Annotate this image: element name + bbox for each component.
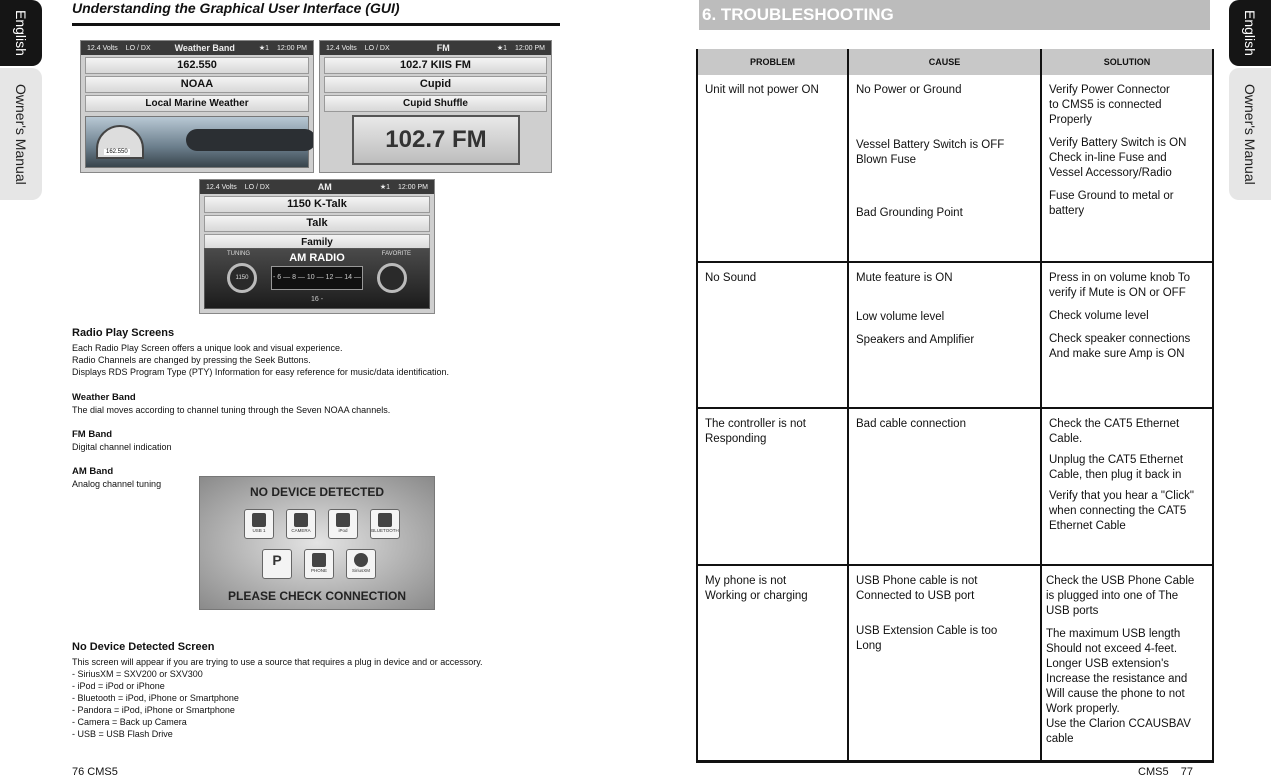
radio-line: Radio Channels are changed by pressing the Seek Buttons. [72, 355, 311, 365]
am-text: Analog channel tuning [72, 479, 162, 489]
frequency-row: 162.550 [85, 57, 309, 74]
am-heading: AM Band [72, 466, 114, 477]
weather-dial [96, 125, 144, 159]
language-tab-right [1229, 0, 1271, 66]
no-device-screen [199, 476, 435, 610]
fm-text: Digital channel indication [72, 442, 172, 452]
camera-icon: CAMERA [286, 509, 316, 539]
cause-text: Bad Grounding Point [856, 207, 963, 219]
manual-tab-right [1229, 68, 1271, 200]
song-row: Cupid Shuffle [324, 95, 547, 112]
solution-cell [1041, 262, 1213, 408]
manual-tab-left [0, 68, 42, 200]
band-label: AM [317, 182, 332, 192]
dial-frequency: 162.550 [106, 149, 128, 155]
cause-cell [848, 262, 1041, 408]
fm-heading: FM Band [72, 429, 113, 440]
cause-text: Mute feature is ON [856, 272, 953, 284]
title-rule [72, 23, 560, 26]
weather-text: The dial moves according to channel tuning through the Seven NOAA channels. [72, 405, 391, 415]
siriusxm-icon: SiriusXM [346, 549, 376, 579]
description-row: Local Marine Weather [85, 95, 309, 112]
language-tab-label: English [13, 10, 29, 56]
fm-digital-display: 102.7 FM [352, 115, 520, 165]
no-device-line: - SiriusXM = SXV200 or SXV300 [72, 669, 203, 679]
no-device-line: - Camera = Back up Camera [72, 717, 187, 727]
language-tab-left [0, 0, 42, 66]
solution-text: Verify that you hear a "Click" when connecting the CAT5 Ethernet Cable [1049, 490, 1194, 532]
problem-cell [697, 565, 848, 761]
usb-icon: USB 1 [244, 509, 274, 539]
cause-text: USB Extension Cable is too Long [856, 625, 998, 652]
tuning-label: TUNING [227, 251, 250, 257]
column-header: SOLUTION [1041, 49, 1213, 75]
am-radio-title: AM RADIO [289, 252, 345, 264]
volts-label: 12.4 Volts [206, 183, 237, 191]
solution-cell [1041, 565, 1213, 761]
weather-heading: Weather Band [72, 392, 136, 403]
table-row [697, 75, 1213, 262]
type-row: Talk [204, 215, 430, 232]
am-dial-scale: - 6 — 8 — 10 — 12 — 14 — 16 - [271, 266, 363, 290]
manual-tab-label: Owner's Manual [13, 83, 29, 185]
station-row: 102.7 KIIS FM [324, 57, 547, 74]
solution-text: Press in on volume knob To verify if Mute is ON or OFF [1049, 272, 1191, 299]
time-label: 12:00 PM [277, 44, 307, 52]
mode-label: LO / DX [364, 44, 390, 52]
preset-label: ★1 [496, 45, 508, 52]
check-connection-text: PLEASE CHECK CONNECTION [227, 589, 406, 603]
status-bar [200, 180, 434, 194]
band-label: FM [436, 43, 450, 53]
band-label: Weather Band [174, 43, 235, 53]
problem-text: The controller is not Responding [705, 418, 806, 445]
status-bar [320, 41, 551, 55]
left-page-footer: 76 CMS5 [72, 766, 118, 778]
volts-label: 12.4 Volts [87, 44, 118, 52]
radio-line: Displays RDS Program Type (PTY) Information for easy reference for music/data identification. [72, 367, 449, 377]
weather-band-screen [80, 40, 314, 173]
column-header: PROBLEM [697, 49, 848, 75]
time-label: 12:00 PM [515, 44, 545, 52]
time-label: 12:00 PM [398, 183, 428, 191]
table-row [697, 408, 1213, 565]
no-device-line: - iPod = iPod or iPhone [72, 681, 165, 691]
solution-cell [1041, 75, 1213, 262]
no-device-heading: No Device Detected Screen [72, 641, 215, 653]
mode-label: LO / DX [244, 183, 270, 191]
radio-play-text [72, 342, 449, 378]
tuning-knob: 1150 [227, 263, 257, 293]
favorite-knob [377, 263, 407, 293]
solution-cell [1041, 408, 1213, 565]
solution-text: Check volume level [1049, 310, 1149, 322]
troubleshooting-table [696, 49, 1214, 763]
troubleshooting-heading: 6. TROUBLESHOOTING [699, 0, 1210, 30]
station-row: 1150 K-Talk [204, 196, 430, 213]
table-row [697, 565, 1213, 761]
cause-text: Low volume level [856, 311, 945, 323]
am-radio-artwork [204, 248, 430, 309]
cause-cell [848, 565, 1041, 761]
favorite-label: FAVORITE [381, 251, 411, 257]
problem-cell [697, 262, 848, 408]
no-device-title: NO DEVICE DETECTED [249, 485, 384, 499]
table-header-row [697, 49, 1213, 75]
mode-label: LO / DX [125, 44, 151, 52]
problem-text: No Sound [705, 272, 757, 284]
station-row: NOAA [85, 76, 309, 93]
volts-label: 12.4 Volts [326, 44, 357, 52]
preset-label: ★1 [258, 45, 270, 52]
genre-row: Family [204, 234, 430, 251]
bluetooth-icon: BLUETOOTH [370, 509, 400, 539]
column-header: CAUSE [848, 49, 1041, 75]
radio-line: Each Radio Play Screen offers a unique look and visual experience. [72, 343, 343, 353]
solution-text: The maximum USB length Should not exceed 4-feet. Longer USB extension's Increase the resistance and Will cause the phone to not Work properly. Use the Clarion CCAUSBAV cable [1046, 628, 1191, 745]
no-device-line: - USB = USB Flash Drive [72, 729, 173, 739]
solution-text: Check the CAT5 Ethernet Cable. [1049, 418, 1180, 445]
solution-text: Check the USB Phone Cable is plugged into one of The USB ports [1046, 575, 1195, 617]
no-device-line: - Pandora = iPod, iPhone or Smartphone [72, 705, 235, 715]
solution-text: Fuse Ground to metal or battery [1049, 190, 1174, 217]
no-device-line: This screen will appear if you are trying to use a source that requires a plug in device and or accessory. [72, 657, 483, 667]
solution-text: Verify Power Connector to CMS5 is connected Properly [1049, 84, 1170, 126]
cause-text: Bad cable connection [856, 418, 966, 430]
manual-tab-label: Owner's Manual [1242, 83, 1258, 185]
phone-icon: PHONE [304, 549, 334, 579]
cause-cell [848, 408, 1041, 565]
language-tab-label: English [1242, 10, 1258, 56]
radio-play-heading: Radio Play Screens [72, 327, 175, 339]
right-page-footer: CMS5 77 [1138, 766, 1194, 778]
fm-band-screen [319, 40, 552, 173]
cause-text: Speakers and Amplifier [856, 334, 975, 346]
no-device-line: - Bluetooth = iPod, iPhone or Smartphone [72, 693, 239, 703]
cause-cell [848, 75, 1041, 262]
problem-cell [697, 408, 848, 565]
weather-artwork [85, 116, 309, 168]
cause-text: USB Phone cable is not Connected to USB port [856, 575, 978, 602]
solution-text: Verify Battery Switch is ON Check in-line Fuse and Vessel Accessory/Radio [1049, 137, 1187, 179]
cause-text: No Power or Ground [856, 84, 962, 96]
ipod-icon: iPod [328, 509, 358, 539]
artist-row: Cupid [324, 76, 547, 93]
solution-text: Unplug the CAT5 Ethernet Cable, then plug it back in [1049, 454, 1184, 481]
page-title: Understanding the Graphical User Interface (GUI) [72, 0, 400, 16]
table-row [697, 262, 1213, 408]
submarine-image [186, 129, 314, 151]
pandora-icon: P [262, 549, 292, 579]
problem-text: Unit will not power ON [705, 84, 819, 96]
preset-label: ★1 [379, 184, 391, 191]
problem-text: My phone is not Working or charging [705, 575, 808, 602]
am-band-screen [199, 179, 435, 314]
no-device-text [72, 656, 483, 740]
solution-text: Check speaker connections And make sure Amp is ON [1049, 333, 1191, 360]
status-bar [81, 41, 313, 55]
problem-cell [697, 75, 848, 262]
cause-text: Vessel Battery Switch is OFF Blown Fuse [856, 139, 1005, 166]
